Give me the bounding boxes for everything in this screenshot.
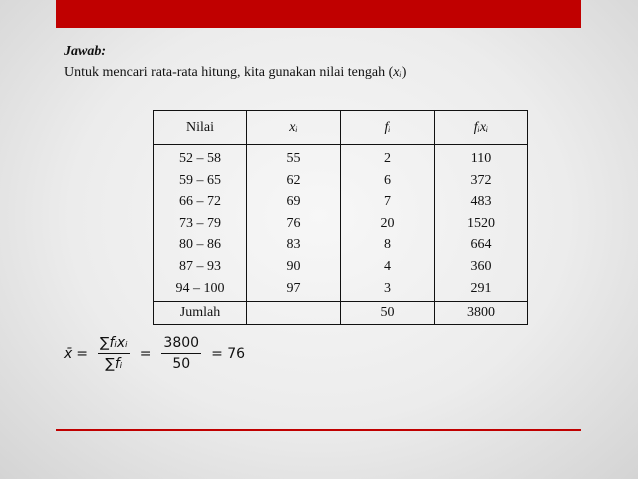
cell-fixi: 291: [435, 278, 528, 302]
fraction-denominator: 50: [172, 356, 191, 372]
total-xi: [247, 302, 341, 325]
frequency-table: [153, 110, 528, 325]
cell-fi: 3: [341, 278, 435, 302]
cell-nilai: 80 – 86: [154, 234, 247, 256]
answer-heading: Jawab:: [64, 44, 106, 59]
top-accent-bar: [56, 0, 581, 28]
cell-xi: 69: [247, 191, 341, 213]
cell-fi: 2: [341, 145, 435, 170]
intro-sentence: Untuk mencari rata-rata hitung, kita gunakan nilai tengah (: [64, 65, 394, 80]
table-row: [154, 170, 528, 192]
fraction-numerator: ∑fᵢxᵢ: [98, 335, 130, 354]
intro-text: [64, 65, 406, 81]
cell-xi: 62: [247, 170, 341, 192]
table-total-row: [154, 302, 528, 325]
header-fi: fᵢ: [341, 111, 435, 145]
cell-fi: 4: [341, 256, 435, 278]
formula-lhs: x̄: [64, 345, 73, 362]
cell-nilai: 73 – 79: [154, 213, 247, 235]
table-row: [154, 213, 528, 235]
table-row: [154, 278, 528, 302]
fraction-numerator: 3800: [161, 335, 201, 354]
formula-result: = 76: [211, 345, 246, 362]
intro-variable: xᵢ: [393, 65, 402, 80]
total-fixi: 3800: [435, 302, 528, 325]
cell-nilai: 52 – 58: [154, 145, 247, 170]
table-header-row: [154, 111, 528, 145]
cell-fixi: 1520: [435, 213, 528, 235]
cell-nilai: 87 – 93: [154, 256, 247, 278]
bottom-accent-line: [56, 429, 581, 431]
cell-fi: 6: [341, 170, 435, 192]
cell-fixi: 110: [435, 145, 528, 170]
table-row: [154, 234, 528, 256]
cell-nilai: 59 – 65: [154, 170, 247, 192]
intro-close-paren: ): [401, 65, 407, 80]
cell-fi: 20: [341, 213, 435, 235]
total-fi: 50: [341, 302, 435, 325]
cell-xi: 83: [247, 234, 341, 256]
cell-nilai: 66 – 72: [154, 191, 247, 213]
cell-nilai: 94 – 100: [154, 278, 247, 302]
cell-fi: 7: [341, 191, 435, 213]
formula-equals: =: [139, 345, 152, 362]
cell-fixi: 483: [435, 191, 528, 213]
table-row: [154, 145, 528, 170]
header-nilai: Nilai: [154, 111, 247, 145]
total-label: Jumlah: [154, 302, 247, 325]
cell-fixi: 372: [435, 170, 528, 192]
header-xi: xᵢ: [247, 111, 341, 145]
cell-fi: 8: [341, 234, 435, 256]
cell-xi: 97: [247, 278, 341, 302]
cell-fixi: 664: [435, 234, 528, 256]
header-fixi: fᵢxᵢ: [435, 111, 528, 145]
formula-fraction-symbolic: [98, 335, 130, 372]
fraction-denominator: ∑fᵢ: [105, 356, 123, 372]
cell-xi: 90: [247, 256, 341, 278]
cell-fixi: 360: [435, 256, 528, 278]
cell-xi: 76: [247, 213, 341, 235]
table-row: [154, 191, 528, 213]
formula-fraction-numeric: [161, 335, 201, 372]
mean-formula: [64, 335, 249, 372]
cell-xi: 55: [247, 145, 341, 170]
formula-equals: =: [76, 345, 89, 362]
table-row: [154, 256, 528, 278]
